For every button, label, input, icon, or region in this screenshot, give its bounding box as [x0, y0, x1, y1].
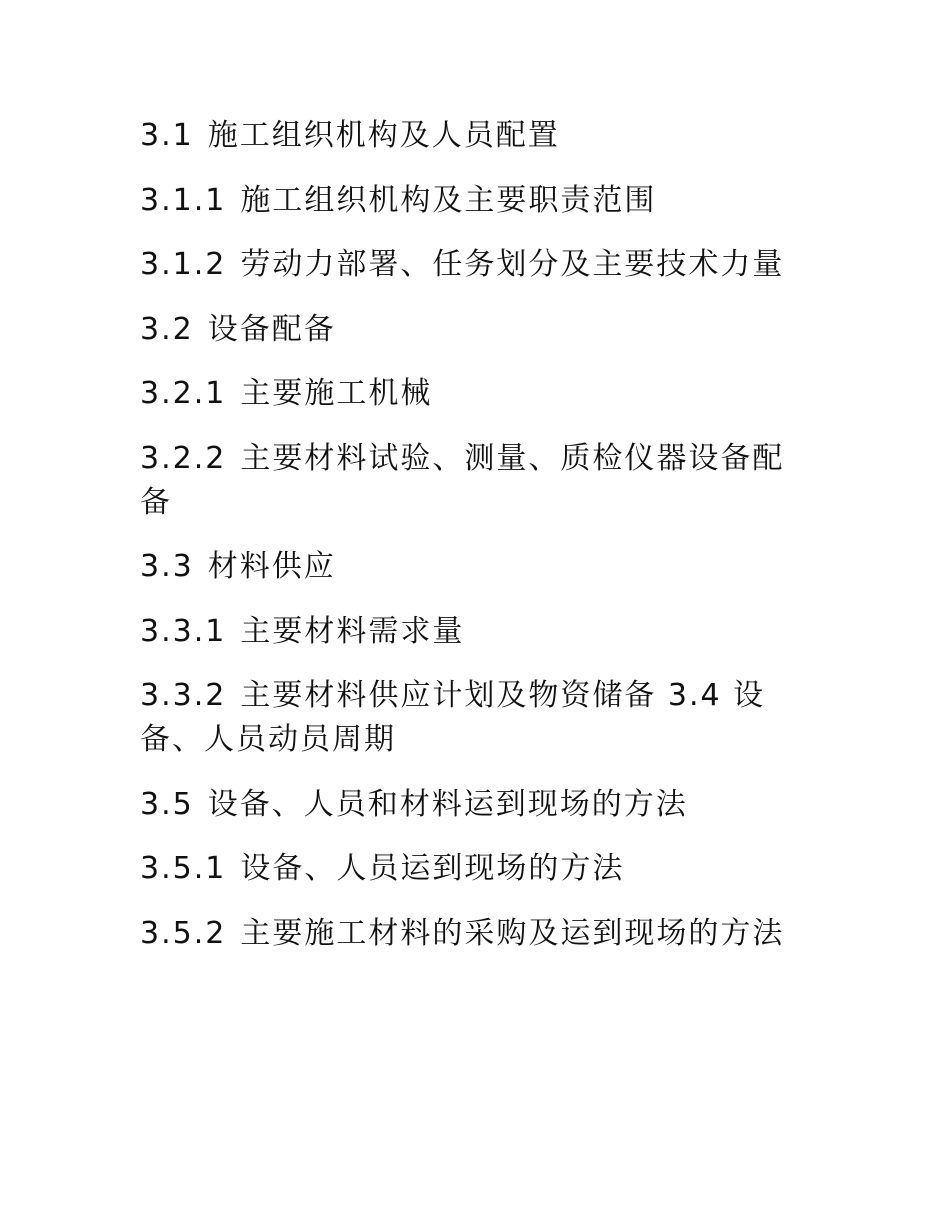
toc-entry — [140, 372, 795, 416]
section-number: 3.5.2 — [140, 915, 227, 951]
section-title: 设备、人员运到现场的方法 — [240, 851, 625, 886]
section-number: 3.2 — [140, 311, 194, 347]
section-title: 主要施工材料的采购及运到现场的方法 — [240, 915, 785, 951]
section-number: 3.5 — [140, 786, 194, 822]
section-number: 3.1.2 — [140, 247, 227, 282]
section-title: 施工组织机构及人员配置 — [207, 118, 560, 153]
section-title: 设备、人员和材料运到现场的方法 — [207, 786, 688, 822]
section-number: 3.2.1 — [140, 376, 227, 411]
section-number: 3.2.2 — [140, 440, 227, 476]
toc-entry — [140, 243, 795, 287]
section-title: 材料供应 — [207, 549, 336, 584]
toc-entry — [140, 545, 795, 589]
toc-entry — [140, 114, 795, 158]
section-number: 3.1 — [140, 118, 194, 153]
toc-entry — [140, 179, 795, 223]
section-number: 3.5.1 — [140, 851, 227, 886]
section-title: 主要材料试验、测量、质检仪器设备配备 — [140, 440, 785, 520]
section-title: 主要施工机械 — [240, 376, 433, 411]
table-of-contents — [140, 114, 795, 976]
section-number: 3.3.2 — [140, 678, 227, 713]
section-number: 3.3.1 — [140, 613, 227, 649]
section-title: 主要材料需求量 — [240, 613, 465, 649]
section-number: 3.1.1 — [140, 182, 227, 218]
section-title: 设备配备 — [207, 311, 336, 347]
toc-entry — [140, 912, 795, 956]
toc-entry — [140, 437, 795, 525]
toc-entry — [140, 847, 795, 891]
section-title: 施工组织机构及主要职责范围 — [240, 182, 657, 218]
toc-entry — [140, 674, 795, 762]
section-title: 主要材料供应计划及物资储备 3.4 设备、人员动员周期 — [140, 678, 766, 757]
section-number: 3.3 — [140, 549, 194, 584]
toc-entry — [140, 783, 795, 827]
toc-entry — [140, 308, 795, 352]
section-title: 劳动力部署、任务划分及主要技术力量 — [240, 247, 785, 282]
toc-entry — [140, 610, 795, 654]
